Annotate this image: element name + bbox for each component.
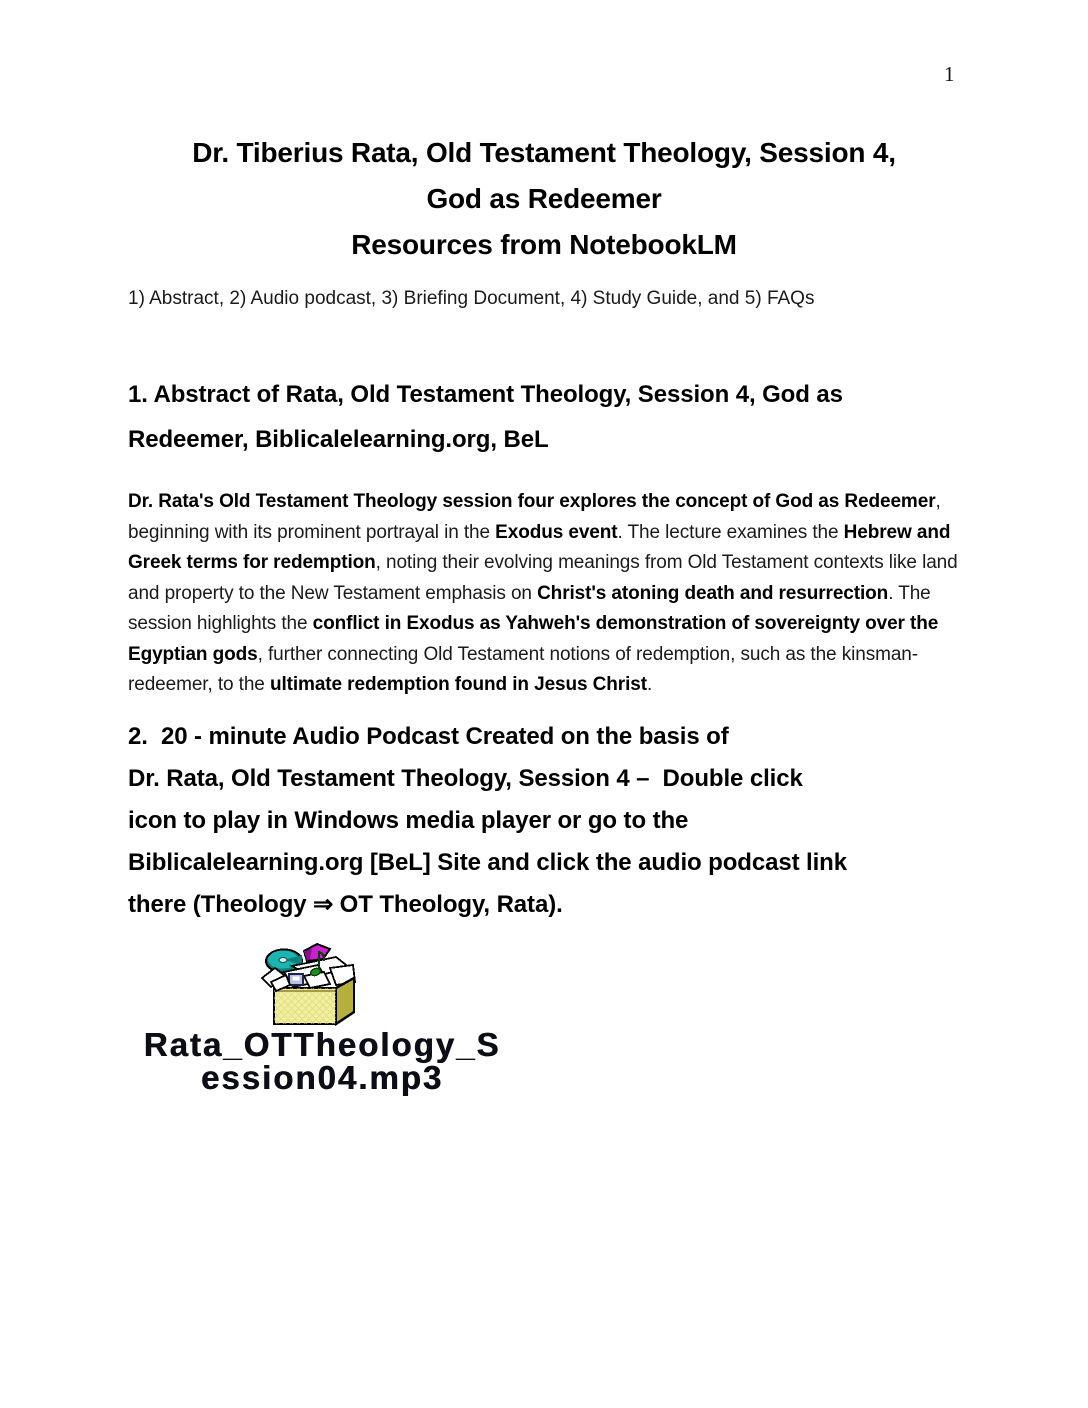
paragraph-run: Dr. Rata's Old Testament Theology session four explores the concept of God as Redeemer — [128, 491, 936, 512]
heading-line: Redeemer, Biblicalelearning.org, BeL — [128, 426, 549, 453]
paragraph-run: Christ's atoning death and resurrection — [537, 582, 889, 604]
podcast-section-heading — [128, 716, 960, 926]
audio-file-attachment[interactable] — [128, 942, 548, 1094]
page-number: 1 — [944, 62, 955, 86]
document-content — [128, 0, 960, 1094]
heading-line: icon to play in Windows media player or go to the — [128, 806, 689, 834]
title-line: Dr. Tiberius Rata, Old Testament Theology, Session 4, — [192, 137, 896, 168]
media-package-icon[interactable] — [260, 942, 362, 1026]
heading-line: 2. 20 - minute Audio Podcast Created on the basis of — [128, 722, 729, 750]
paragraph-run: conflict in Exodus as Yahweh's demonstration of sovereignty over the Egyptian gods — [128, 613, 939, 665]
resources-list-line: 1) Abstract, 2) Audio podcast, 3) Briefing Document, 4) Study Guide, and 5) FAQs — [128, 288, 815, 309]
paragraph-run: . The lecture examines the — [617, 521, 844, 543]
paragraph-run: Exodus event — [495, 521, 618, 543]
paragraph-run: . The session highlights the — [128, 582, 931, 634]
paragraph-run: Hebrew and Greek terms for redemption — [128, 521, 951, 573]
abstract-section-heading — [128, 372, 960, 462]
paragraph-run: . — [646, 674, 653, 695]
blue-item-shape — [289, 974, 303, 985]
attachment-filename[interactable] — [126, 1025, 518, 1096]
heading-line: Dr. Rata, Old Testament Theology, Session 4 – Double click — [128, 764, 803, 792]
filename-line: Rata_OTTheology_S — [143, 1025, 501, 1063]
paragraph-run: , beginning with its prominent portrayal in the — [128, 491, 941, 543]
title-line: Resources from NotebookLM — [351, 229, 737, 260]
paragraph-run: , further connecting Old Testament notions of redemption, such as the kinsman-redeemer, to the — [128, 643, 918, 695]
paragraph-run: ultimate redemption found in Jesus Christ — [269, 674, 647, 695]
heading-line: Biblicalelearning.org [BeL] Site and click the audio podcast link — [128, 848, 847, 876]
title-line: God as Redeemer — [426, 183, 662, 214]
abstract-paragraph — [128, 487, 960, 701]
heading-line: 1. Abstract of Rata, Old Testament Theology, Session 4, God as — [128, 381, 843, 408]
paragraph-run: , noting their evolving meanings from Old Testament contexts like land and property to the New Testament emphasis on — [128, 552, 958, 604]
heading-line: there (Theology ⇒ OT Theology, Rata). — [128, 890, 563, 918]
document-title — [128, 130, 960, 268]
filename-line: ession04.mp3 — [200, 1058, 444, 1096]
